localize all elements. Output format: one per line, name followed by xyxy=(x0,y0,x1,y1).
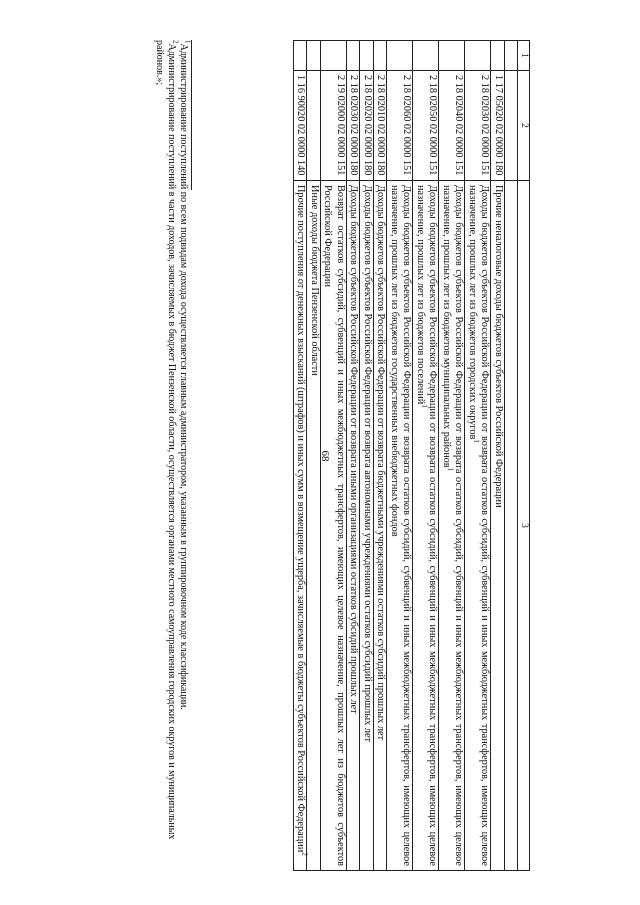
footnote xyxy=(153,40,180,870)
table-row xyxy=(347,41,361,871)
income-description-cell xyxy=(374,181,388,871)
table-row xyxy=(387,41,413,871)
income-description-cell xyxy=(413,181,439,871)
table-row xyxy=(505,41,518,871)
income-description-cell xyxy=(307,181,321,871)
income-code-cell: 2 18 02060 02 0000 151 xyxy=(387,71,413,181)
rotated-content xyxy=(95,40,530,870)
footnote-text: Администрирование поступлений по всем подвидам дохода осуществляется главным администратором, указанным в группировочном коде классификации. xyxy=(178,43,189,710)
header-col-2: 2 xyxy=(518,71,530,181)
income-description-text: Доходы бюджетов субъектов Российской Федерации от возврата остатков субсидий, субвенций и иных межбюджетных трансфертов, имеющих целевое назначение, прошлых лет из бюджетов поселений xyxy=(415,185,439,866)
row-index-cell xyxy=(307,41,321,71)
table-row xyxy=(360,41,374,871)
income-description-text: Доходы бюджетов субъектов Российской Федерации от возврата остатков субсидий, субвенций и иных межбюджетных трансфертов, имеющих целевое назначение, прошлых лет из бюджетов муниципальных районов xyxy=(441,185,465,866)
income-description-cell xyxy=(321,181,347,871)
footnote-reference: 2 xyxy=(300,852,309,856)
footnote-rule xyxy=(191,40,192,190)
income-code-cell: 2 18 02010 02 0000 180 xyxy=(374,71,388,181)
income-code-cell: 2 18 02030 02 0000 151 xyxy=(465,71,491,181)
table-row xyxy=(413,41,439,871)
table-row xyxy=(491,41,505,871)
income-code-cell xyxy=(307,71,321,181)
income-code-cell: 2 18 02050 02 0000 151 xyxy=(413,71,439,181)
income-description-cell xyxy=(465,181,491,871)
footnote-reference: 1 xyxy=(420,404,429,408)
footnote-text: Администрирование поступлений в части доходов, зачисляемых в бюджет Пензенской области, осуществляется органами местного самоуправления городских округов и муниципальных районов.»; xyxy=(154,40,177,840)
row-index-cell xyxy=(491,41,505,71)
footnote xyxy=(177,40,192,870)
income-description-text: Доходы бюджетов субъектов Российской Федерации от возврата бюджетными учреждениями остатков субсидий прошлых лет xyxy=(375,185,387,741)
page-number: 68 xyxy=(319,450,331,462)
row-index-cell xyxy=(347,41,361,71)
income-description-text: Прочие неналоговые доходы бюджетов субъектов Российской Федерации xyxy=(493,185,504,508)
table-row xyxy=(439,41,465,871)
income-description-cell xyxy=(491,181,505,871)
footnote-mark: 1 xyxy=(183,40,192,44)
row-index-cell xyxy=(465,41,491,71)
income-description-cell xyxy=(387,181,413,871)
income-description-cell xyxy=(360,181,374,871)
row-index-cell xyxy=(374,41,388,71)
row-index-cell xyxy=(439,41,465,71)
income-description-text: Доходы бюджетов субъектов Российской Федерации от возврата иными организациями остатков субсидий прошлых лет xyxy=(348,185,360,714)
income-code-cell xyxy=(505,71,518,181)
table-row xyxy=(294,41,308,871)
row-index-cell xyxy=(505,41,518,71)
income-code-cell: 2 18 02020 02 0000 180 xyxy=(360,71,374,181)
row-index-cell xyxy=(294,41,308,71)
table-row xyxy=(307,41,321,871)
income-code-cell: 1 17 05020 02 0000 180 xyxy=(491,71,505,181)
table-row xyxy=(321,41,347,871)
income-description-text: Прочие поступления от денежных взысканий (штрафов) и иных сумм в возмещение ущерба, зачисляемые в бюджеты субъектов Российской Федерации xyxy=(295,185,307,853)
footnote-reference: 1 xyxy=(472,439,481,443)
row-index-cell xyxy=(387,41,413,71)
income-description-cell xyxy=(347,181,361,871)
income-description-cell xyxy=(439,181,465,871)
footnote-reference: 1 xyxy=(446,467,455,472)
income-description-text: Доходы бюджетов субъектов Российской Федерации от возврата остатков субсидий, субвенций и иных межбюджетных трансфертов, имеющих целевое назначение, прошлых лет из бюджетов городских округов xyxy=(467,185,491,866)
income-description-cell xyxy=(294,181,308,871)
row-index-cell xyxy=(321,41,347,71)
income-code-cell: 2 18 02040 02 0000 151 xyxy=(439,71,465,181)
income-description-text: Иные доходы бюджета Пензенской области xyxy=(309,185,320,376)
income-codes-table xyxy=(293,40,530,871)
footnotes xyxy=(153,40,192,870)
table-row xyxy=(374,41,388,871)
footnote-mark: 2 xyxy=(171,40,180,44)
row-index-cell xyxy=(413,41,439,71)
income-description-text: Доходы бюджетов субъектов Российской Федерации от возврата автономными учреждениями остатков субсидий прошлых лет xyxy=(362,185,373,743)
income-description-cell xyxy=(505,181,518,871)
header-col-1: 1 xyxy=(518,41,530,71)
table-row xyxy=(465,41,491,871)
income-code-cell: 2 18 02030 02 0000 180 xyxy=(347,71,361,181)
header-col-3: 3 xyxy=(518,181,530,871)
row-index-cell xyxy=(360,41,374,71)
income-description-text: Возврат остатков субсидий, субвенций и иных межбюджетных трансфертов, имеющих целевое назначение, прошлых лет из бюджетов субъектов Российской Федерации xyxy=(322,185,346,866)
table-header-row xyxy=(518,41,530,871)
income-code-cell: 2 19 02000 02 0000 151 xyxy=(321,71,347,181)
income-description-text: Доходы бюджетов субъектов Российской Федерации от возврата остатков субсидий, субвенций и иных межбюджетных трансфертов, имеющих целевое назначение, прошлых лет из бюджетов государственных внебюджетных фондов xyxy=(389,185,413,866)
income-code-cell: 1 16 90020 02 0000 140 xyxy=(294,71,308,181)
